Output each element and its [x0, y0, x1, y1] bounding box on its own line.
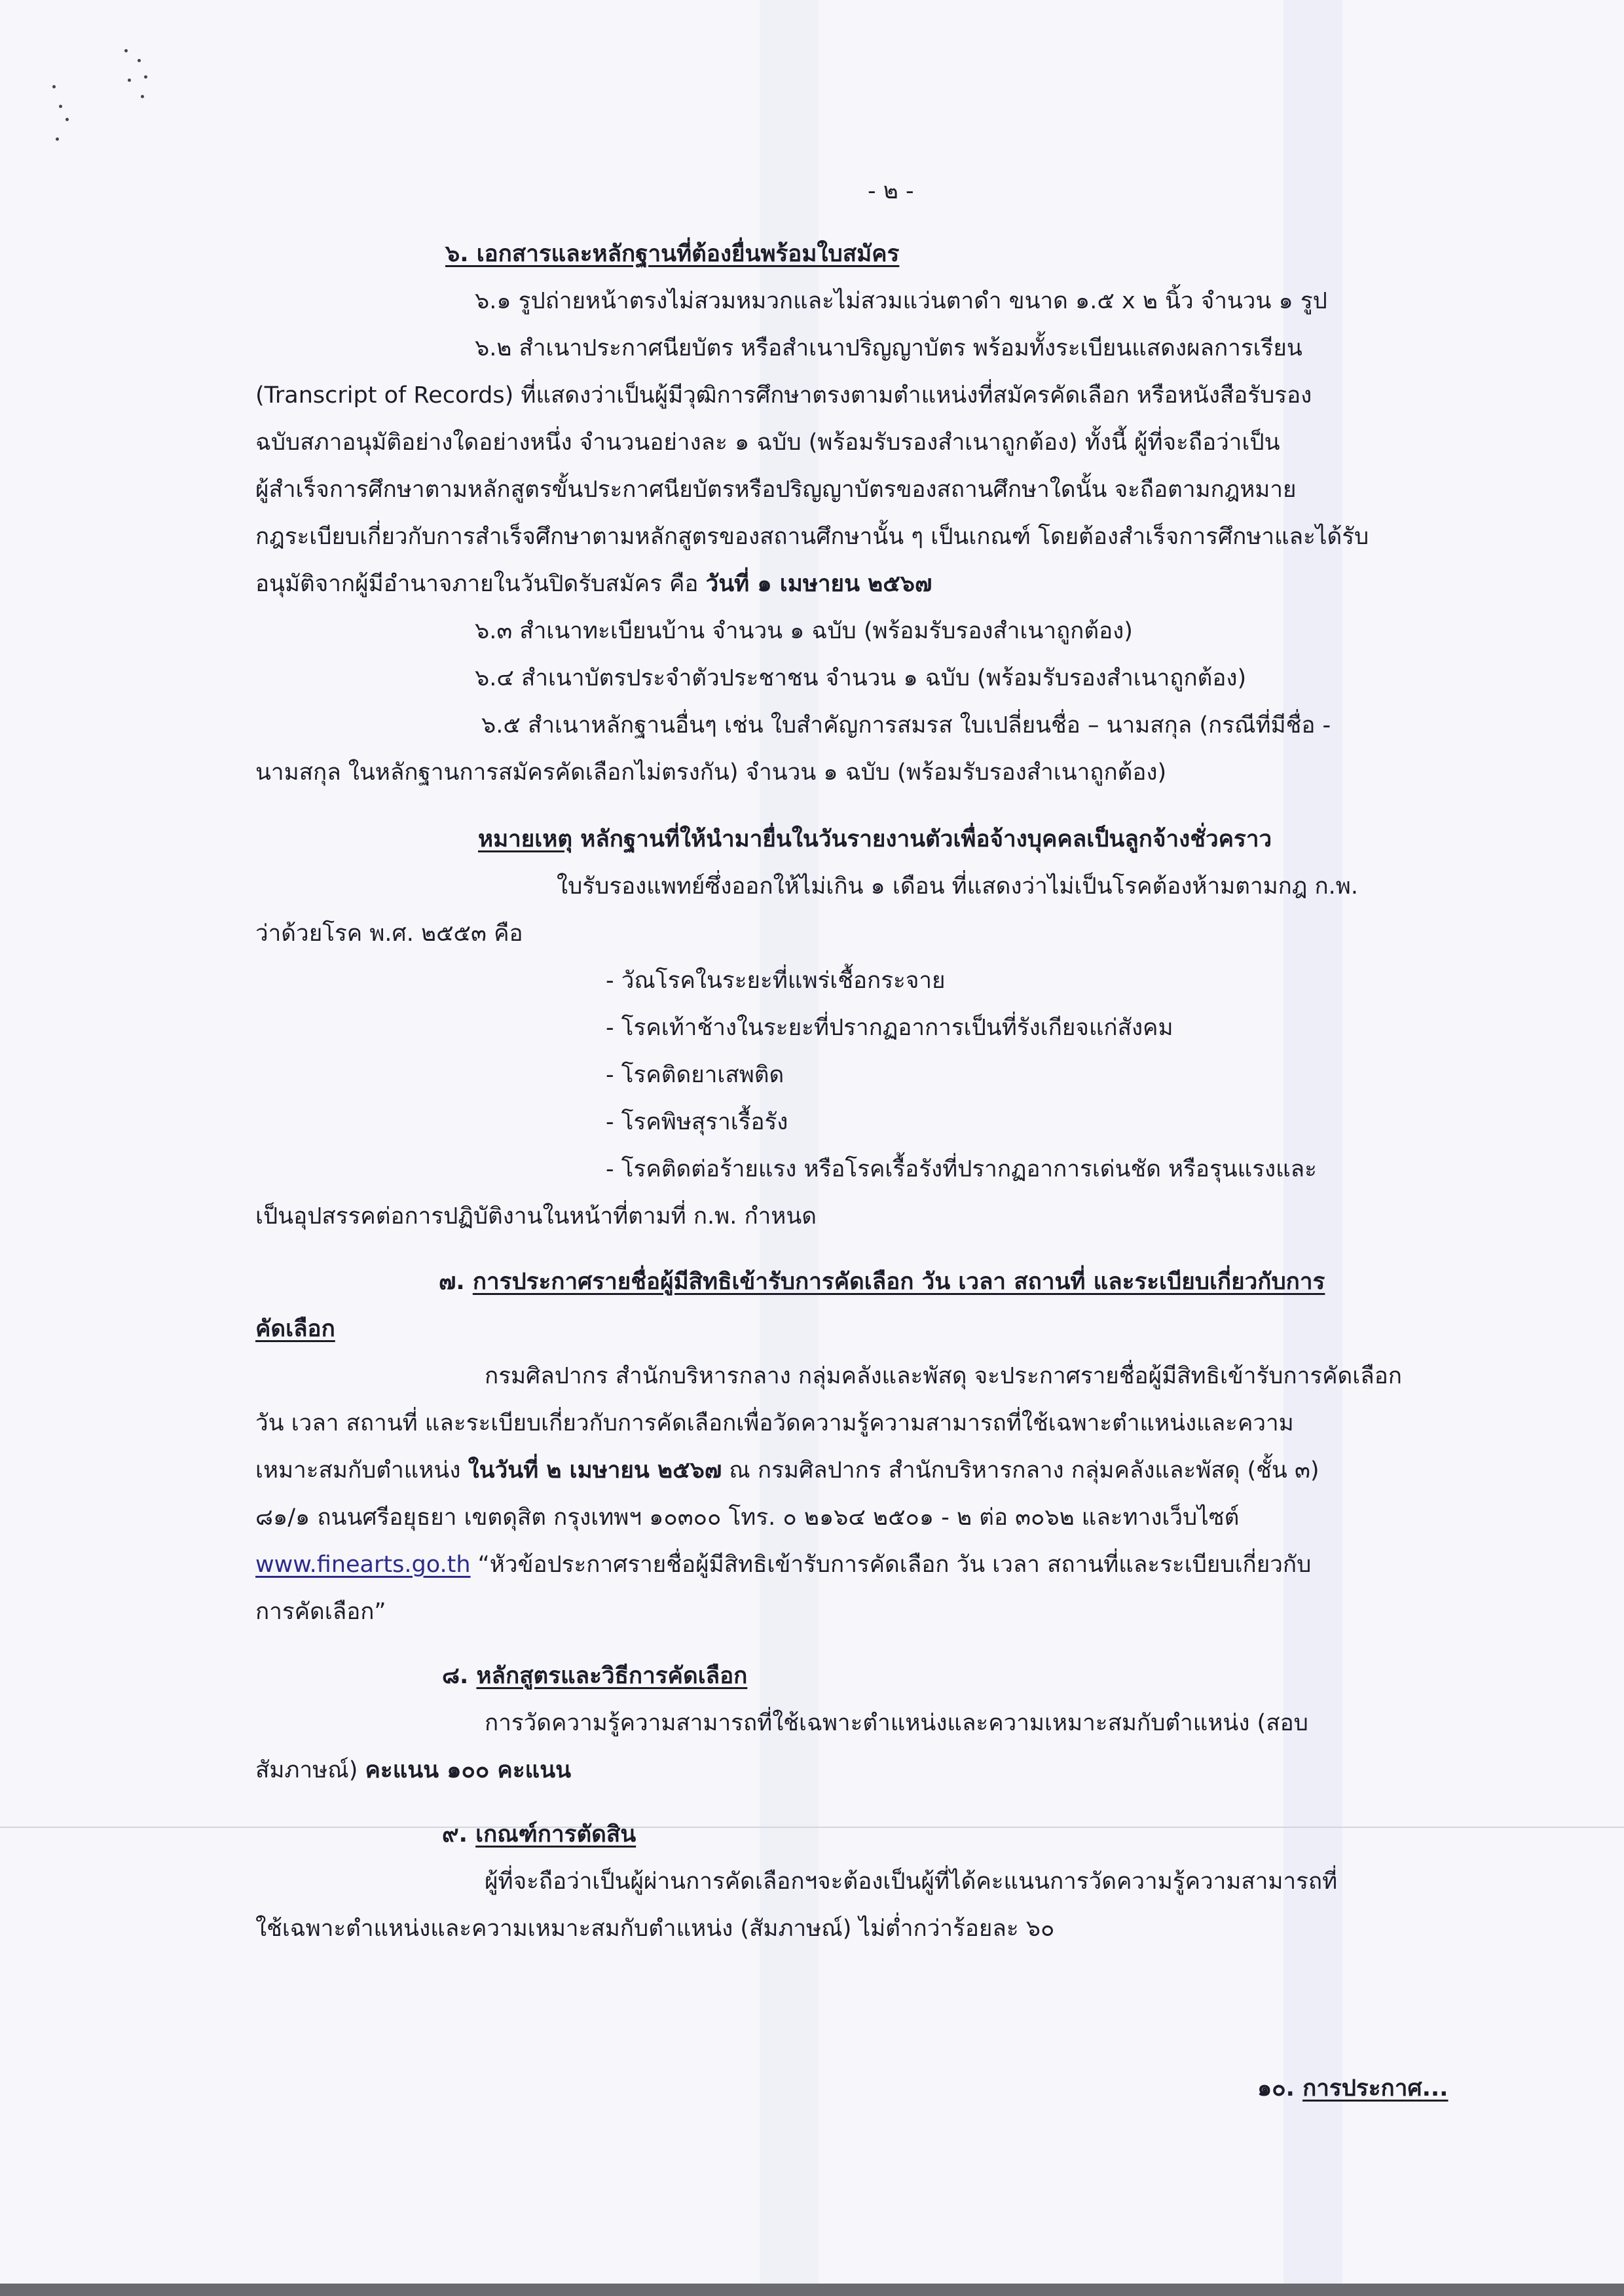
item-6-2-line-3: ฉบับสภาอนุมัติอย่างใดอย่างหนึ่ง จำนวนอย่างละ ๑ ฉบับ (พร้อมรับรองสำเนาถูกต้อง) ทั้งนี้ ผู้ที่จะถือว่าเป็น [255, 429, 1280, 456]
section-7-line-6: การคัดเลือก” [255, 1599, 386, 1625]
item-6-2-line-6: อนุมัติจากผู้มีอำนาจภายในวันปิดรับสมัคร คือ วันที่ ๑ เมษายน ๒๕๖๗ [255, 571, 932, 597]
section-9-line-2: ใช้เฉพาะตำแหน่งและความเหมาะสมกับตำแหน่ง (สัมภาษณ์) ไม่ต่ำกว่าร้อยละ ๖๐ [255, 1916, 1055, 1942]
item-6-2-line-2: (Transcript of Records) ที่แสดงว่าเป็นผู้มีวุฒิการศึกษาตรงตามตำแหน่งที่สมัครคัดเลือก หรือหนังสือรับรอง [255, 382, 1312, 409]
section-7-line-4: ๘๑/๑ ถนนศรีอยุธยา เขตดุสิต กรุงเทพฯ ๑๐๓๐๐ โทร. ๐ ๒๑๖๔ ๒๕๐๑ - ๒ ต่อ ๓๐๖๒ และทางเว็บไซต์ [255, 1504, 1240, 1531]
section-8-line-2: สัมภาษณ์) คะแนน ๑๐๐ คะแนน [255, 1757, 572, 1783]
section-7-line-3: เหมาะสมกับตำแหน่ง ในวันที่ ๒ เมษายน ๒๕๖๗ ณ กรมศิลปากร สำนักบริหารกลาง กลุ่มคลังและพัสดุ (ชั้น ๓) [255, 1457, 1320, 1484]
disease-item: - วัณโรคในระยะที่แพร่เชื้อกระจาย [606, 968, 946, 994]
item-6-5-line-1: ๖.๕ สำเนาหลักฐานอื่นๆ เช่น ใบสำคัญการสมรส ใบเปลี่ยนชื่อ – นามสกุล (กรณีที่มีชื่อ - [481, 712, 1331, 738]
disease-item-continued: เป็นอุปสรรคต่อการปฏิบัติงานในหน้าที่ตามที่ ก.พ. กำหนด [255, 1203, 817, 1230]
remark-label: หมายเหตุ [478, 826, 573, 852]
section-8-heading: ๘. หลักสูตรและวิธีการคัดเลือก [442, 1663, 748, 1689]
page-number: - ๒ - [868, 178, 914, 204]
section-7-line-1: กรมศิลปากร สำนักบริหารกลาง กลุ่มคลังและพัสดุ จะประกาศรายชื่อผู้มีสิทธิเข้ารับการคัดเลือก [485, 1363, 1402, 1389]
item-6-5-line-2: นามสกุล ในหลักฐานการสมัครคัดเลือกไม่ตรงกัน) จำนวน ๑ ฉบับ (พร้อมรับรองสำเนาถูกต้อง) [255, 759, 1167, 786]
closing-date: วันที่ ๑ เมษายน ๒๕๖๗ [705, 571, 932, 597]
scan-specks [46, 46, 157, 151]
disease-item: - โรคติดยาเสพติด [606, 1062, 784, 1088]
section-7-line-2: วัน เวลา สถานที่ และระเบียบเกี่ยวกับการคัดเลือกเพื่อวัดความรู้ความสามารถที่ใช้เฉพาะตำแหน่งและความ [255, 1410, 1294, 1436]
announcement-date: ในวันที่ ๒ เมษายน ๒๕๖๗ [468, 1457, 722, 1484]
remark-line-2: ว่าด้วยโรค พ.ศ. ๒๕๕๓ คือ [255, 920, 523, 947]
section-6-heading: ๖. เอกสารและหลักฐานที่ต้องยื่นพร้อมใบสมัคร [445, 241, 900, 267]
scan-bottom-edge [0, 2284, 1624, 2296]
website-link[interactable]: www.finearts.go.th [255, 1552, 471, 1578]
remark-heading: หมายเหตุ หลักฐานที่ให้นำมายื่นในวันรายงานตัวเพื่อจ้างบุคคลเป็นลูกจ้างชั่วคราว [478, 826, 1272, 852]
item-6-1: ๖.๑ รูปถ่ายหน้าตรงไม่สวมหมวกและไม่สวมแว่นตาดำ ขนาด ๑.๕ x ๒ นิ้ว จำนวน ๑ รูป [475, 288, 1327, 314]
section-7-heading: ๗. การประกาศรายชื่อผู้มีสิทธิเข้ารับการคัดเลือก วัน เวลา สถานที่ และระเบียบเกี่ยวกับการ [439, 1269, 1325, 1295]
scan-fold-line [0, 1827, 1624, 1828]
disease-item: - โรคติดต่อร้ายแรง หรือโรคเรื้อรังที่ปรากฏอาการเด่นชัด หรือรุนแรงและ [606, 1156, 1317, 1182]
remark-line-1: ใบรับรองแพทย์ซึ่งออกให้ไม่เกิน ๑ เดือน ที่แสดงว่าไม่เป็นโรคต้องห้ามตามกฎ ก.พ. [557, 873, 1358, 900]
section-7-heading-cont: คัดเลือก [255, 1316, 335, 1342]
score-total: คะแนน ๑๐๐ คะแนน [365, 1757, 572, 1783]
section-7-line-5: www.finearts.go.th “หัวข้อประกาศรายชื่อผู้มีสิทธิเข้ารับการคัดเลือก วัน เวลา สถานที่และระเบียบเกี่ยวกับ [255, 1552, 1312, 1578]
next-page-marker: ๑๐. การประกาศ... [1257, 2075, 1449, 2102]
item-6-3: ๖.๓ สำเนาทะเบียนบ้าน จำนวน ๑ ฉบับ (พร้อมรับรองสำเนาถูกต้อง) [475, 618, 1133, 644]
section-9-heading: ๙. เกณฑ์การตัดสิน [442, 1821, 637, 1848]
item-6-2-line-5: กฎระเบียบเกี่ยวกับการสำเร็จศึกษาตามหลักสูตรของสถานศึกษานั้น ๆ เป็นเกณฑ์ โดยต้องสำเร็จการศึกษาและได้รับ [255, 524, 1369, 550]
disease-item: - โรคพิษสุราเรื้อรัง [606, 1109, 788, 1135]
item-6-2-line-4: ผู้สำเร็จการศึกษาตามหลักสูตรขั้นประกาศนียบัตรหรือปริญญาบัตรของสถานศึกษาใดนั้น จะถือตามกฎหมาย [255, 477, 1297, 503]
item-6-4: ๖.๔ สำเนาบัตรประจำตัวประชาชน จำนวน ๑ ฉบับ (พร้อมรับรองสำเนาถูกต้อง) [475, 665, 1247, 691]
disease-item: - โรคเท้าช้างในระยะที่ปรากฏอาการเป็นที่รังเกียจแก่สังคม [606, 1015, 1173, 1041]
section-9-line-1: ผู้ที่จะถือว่าเป็นผู้ผ่านการคัดเลือกฯจะต้องเป็นผู้ที่ได้คะแนนการวัดความรู้ความสามารถที่ [485, 1868, 1338, 1895]
section-8-line-1: การวัดความรู้ความสามารถที่ใช้เฉพาะตำแหน่งและความเหมาะสมกับตำแหน่ง (สอบ [485, 1710, 1308, 1736]
item-6-2-line-1: ๖.๒ สำเนาประกาศนียบัตร หรือสำเนาปริญญาบัตร พร้อมทั้งระเบียนแสดงผลการเรียน [475, 335, 1302, 361]
